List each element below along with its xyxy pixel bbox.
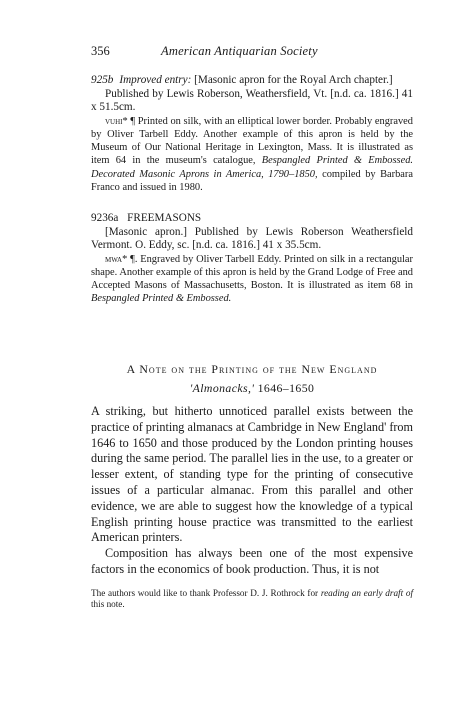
entry-heading-line — [91, 212, 413, 226]
footnote-start: The authors would like to thank Professor D. J. Rothrock for — [91, 588, 319, 598]
body-paragraph-2: Composition has always been one of the most expensive factors in the economics of book production. Thus, it is not — [91, 546, 413, 576]
running-title: American Antiquarian Society — [161, 44, 318, 58]
section-title-line-2 — [91, 381, 413, 396]
entry-imprint: [Masonic apron.] Published by Lewis Roberson Weathersfield Vermont. O. Eddy, sc. [n.d. ca. 1816.] 41 x 35.5cm. — [91, 225, 413, 252]
footnote-end: this note. — [91, 599, 125, 610]
entry-note-body: Printed on silk, with an elliptical lower border. Probably engraved by Oliver Tarbell Eddy. Another example of this apron is held by the Museum of Our National Heritage in Lexington, Mass. It is illustrated as item 64 in the museum's catalogue, — [91, 115, 413, 167]
entry-note — [91, 253, 413, 306]
section-title-line-1: A Note on the Printing of the New England — [126, 362, 378, 376]
entry-note-end: compiled by Barbara Franco and issued in 1980. — [91, 168, 413, 193]
entry-imprint: Published by Lewis Roberson, Weathersfield, Vt. [n.d. ca. 1816.] 41 x 51.5cm. — [91, 87, 413, 114]
entry-note-prefix: vuhi* ¶ — [105, 115, 136, 127]
entry-note — [91, 115, 413, 194]
entry-number: 925b — [91, 74, 114, 86]
entry-note-prefix: mwa* ¶. — [105, 253, 138, 265]
entry-note-title: Bespangled Printed & Embossed. Decorated Masonic Aprons in America, 1790–1850, — [91, 155, 413, 180]
entry-title-line — [91, 74, 413, 88]
entry-label: Improved entry: — [119, 74, 192, 86]
section-title-years: 1646–1650 — [257, 381, 315, 395]
body-paragraph-1: A striking, but hitherto unnoticed parallel exists between the practice of printing almanacs at Cambridge in New England' from 1646 to 1650 and those produced by the London printing houses during the same period. The parallel lies in the use, to a greater or lesser extent, of standing type for the printing of consecutive issues of a particular almanac. From this parallel and other evidence, we are able to suggest how the knowledge of a typical English printing house practice was transmitted to the earliest American printers. — [91, 404, 414, 545]
bibliography-entry-925b — [91, 74, 413, 194]
article-body — [91, 404, 413, 578]
footnote-italic: reading an early draft of — [320, 588, 413, 598]
entry-note-title: Bespangled Printed & Embossed. — [91, 293, 232, 305]
entry-heading: FREEMASONS — [127, 212, 202, 224]
footnote-text — [91, 588, 413, 610]
running-header — [91, 44, 391, 60]
entry-note-body: Engraved by Oliver Tarbell Eddy. Printed on silk in a rectangular shape. Another example of this apron is held by the Grand Lodge of Free and Accepted Masons of Massachusetts, Boston. It is illustrated as item 68 in — [91, 253, 413, 292]
page-number: 356 — [91, 44, 110, 58]
entry-number: 9236a — [91, 212, 119, 224]
entry-title: [Masonic apron for the Royal Arch chapter.] — [194, 74, 393, 86]
section-title-quote: 'Almonacks,' — [189, 381, 255, 395]
bibliography-entry-9236a — [91, 212, 413, 306]
footnote — [91, 588, 413, 610]
